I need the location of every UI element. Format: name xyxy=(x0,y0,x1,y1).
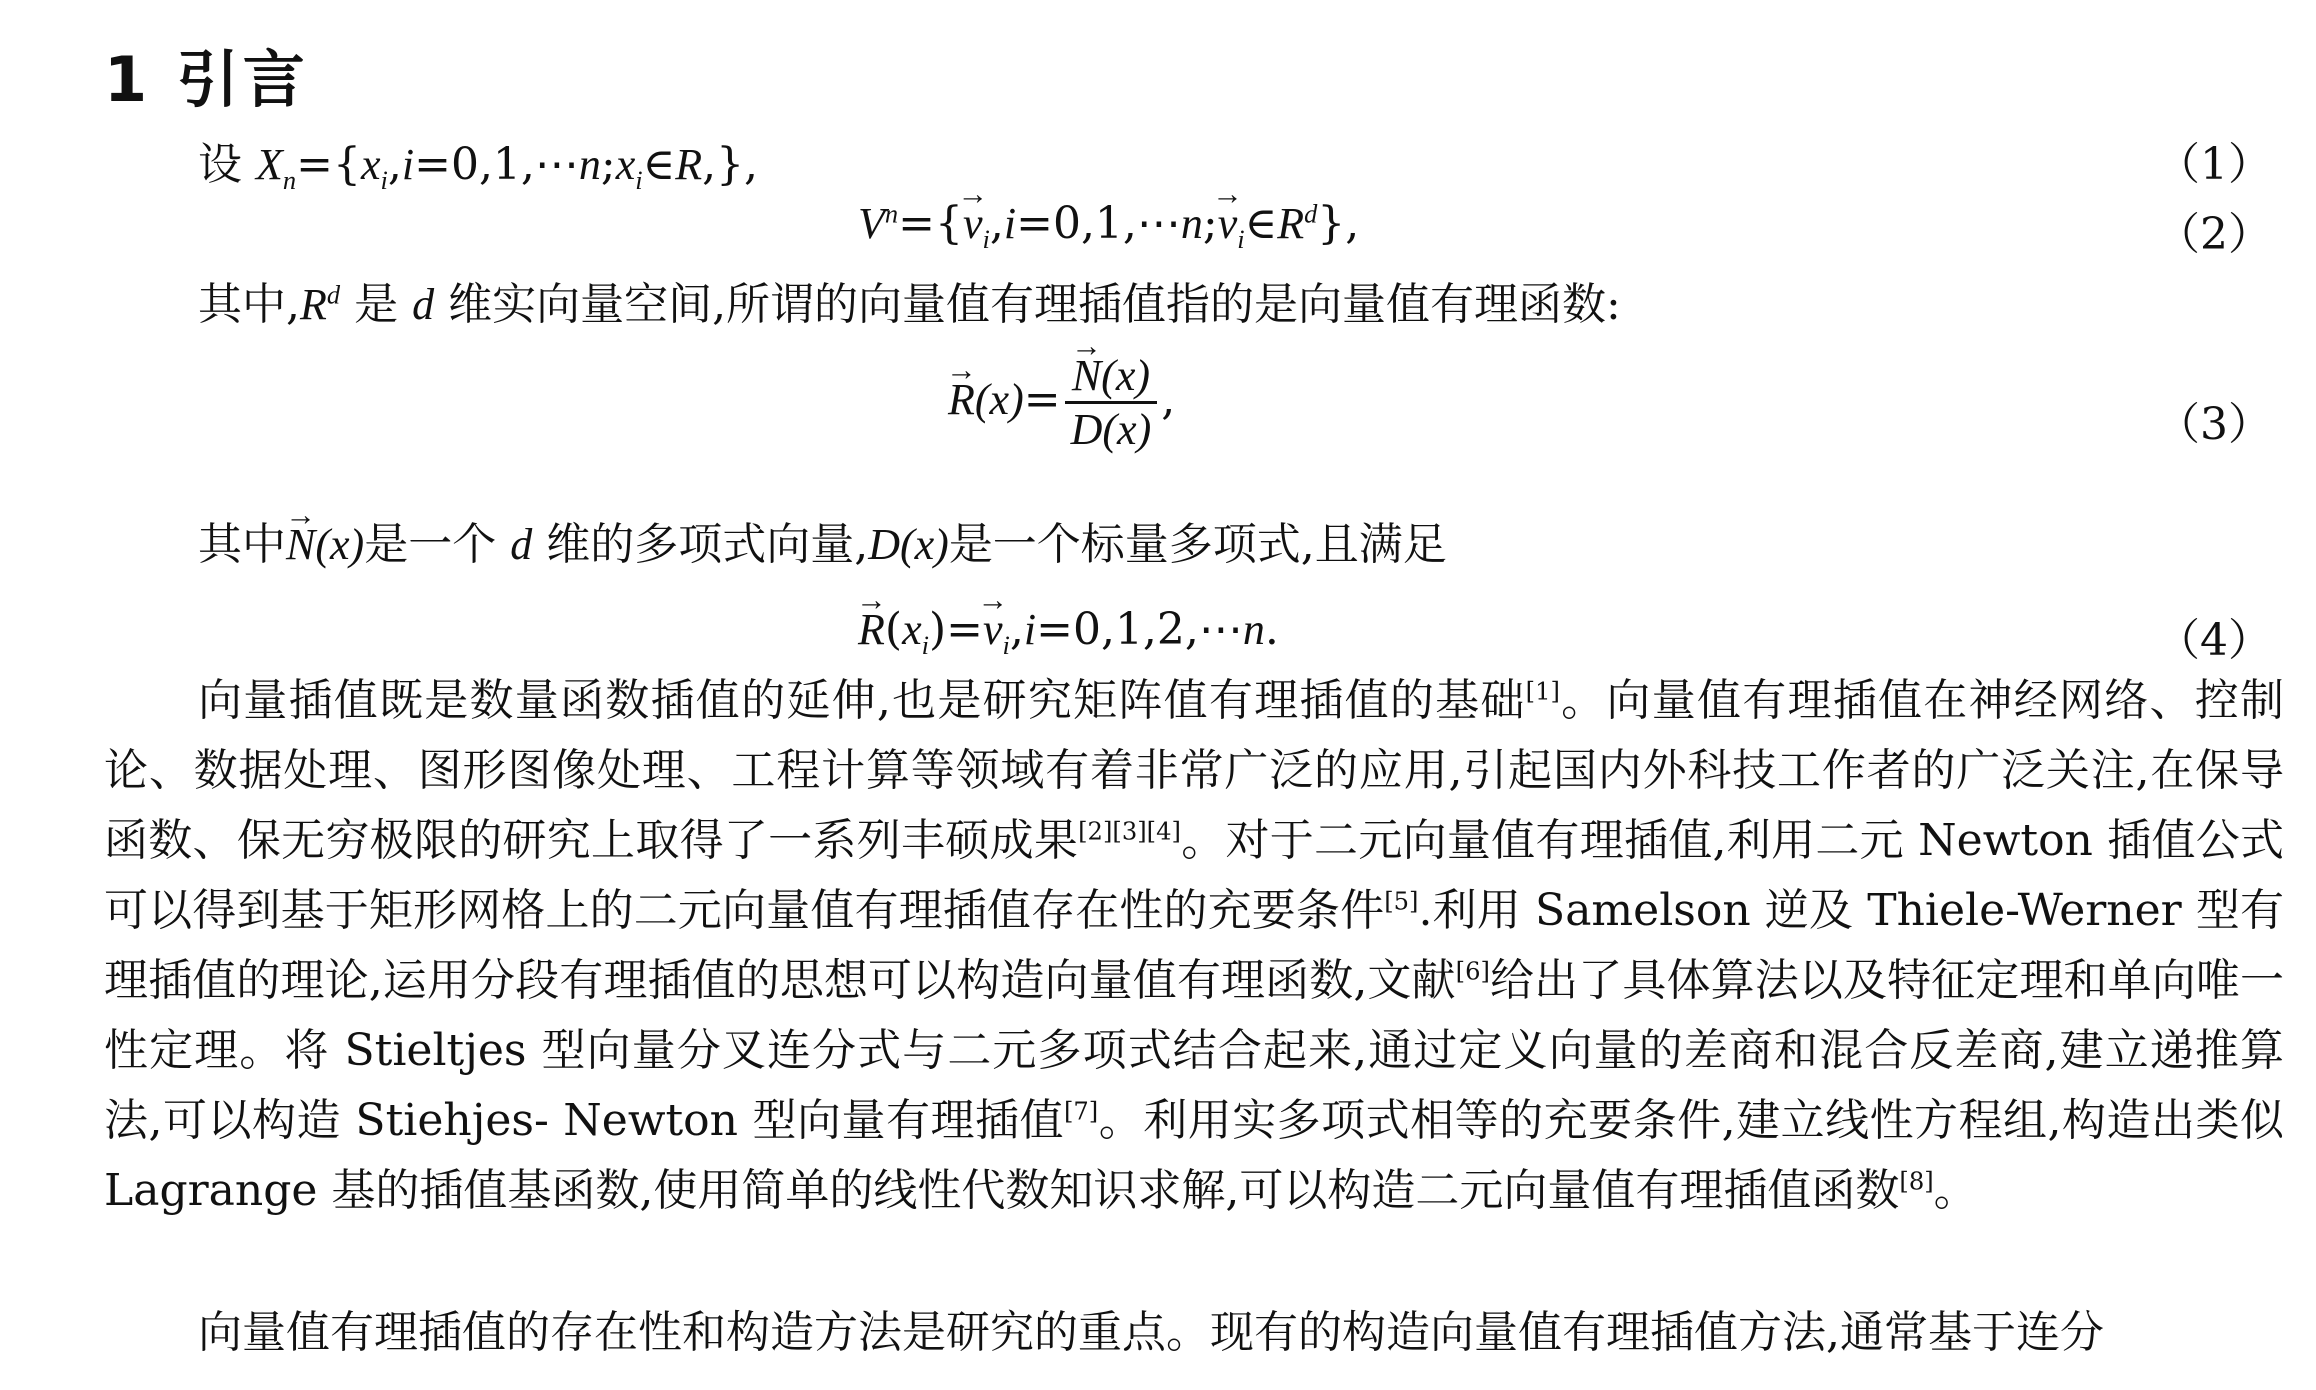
eq3-tail: , xyxy=(1161,374,1176,425)
eq1-text-c: =0,1,⋯ xyxy=(414,139,579,190)
eq1-var-r: R xyxy=(675,140,703,189)
eq4-sub-i: i xyxy=(921,629,929,660)
citation-7[interactable]: [7] xyxy=(1063,1097,1099,1126)
line3-text-2: 是 xyxy=(340,279,413,330)
citation-8[interactable]: [8] xyxy=(1899,1167,1934,1196)
eq1-prefix: 设 xyxy=(198,139,256,190)
eq2-text-e: ∈ xyxy=(1244,198,1278,249)
line3-text-1: 其中, xyxy=(198,279,300,330)
eq3-vec-r: → R xyxy=(948,374,975,425)
equation-3-body xyxy=(948,350,1175,455)
line4-arg-2: (x) xyxy=(899,520,949,569)
eq4-var-n: n xyxy=(1242,605,1265,654)
line4-var-d: d xyxy=(510,520,533,569)
line4-text-4: 是一个标量多项式,且满足 xyxy=(948,519,1447,570)
eq1-lhs: X xyxy=(256,140,283,189)
eq1-text-d: ; xyxy=(600,139,616,190)
para1-text-4: .利用 Samelson 逆及 Thiele-Werner 型有理插值的理论,运用分段有理插值的思想可以构造向量值有理函数,文献 xyxy=(104,885,2284,1006)
equation-3-number: （3） xyxy=(2156,399,2272,450)
line4-text-1: 其中 xyxy=(198,519,286,570)
eq3-den-arg: (x) xyxy=(1102,405,1152,454)
para1-text-3: 。对于二元向量值有理插值,利用二元 Newton 插值公式可以得到基于矩形网格上的二元向量值有理插值存在性的充要条件 xyxy=(104,815,2284,936)
eq1-var-x: x xyxy=(360,140,381,189)
para1-text-6: 。利用实多项式相等的充要条件,建立线性方程组,构造出类似 Lagrange 基的插值基函数,使用简单的线性代数知识求解,可以构造二元向量值有理插值函数 xyxy=(104,1095,2284,1216)
eq2-sub-i-2: i xyxy=(1237,223,1245,254)
line3-var-d: d xyxy=(412,280,435,329)
line4-arg-1: (x) xyxy=(315,520,365,569)
eq2-text-f: }, xyxy=(1317,198,1360,249)
citation-1[interactable]: [1] xyxy=(1525,677,1560,706)
eq4-paren-close: ) xyxy=(928,604,947,655)
equation-2-number: （2） xyxy=(2156,209,2272,260)
eq2-var-n: n xyxy=(1180,199,1203,248)
eq3-denominator xyxy=(1065,401,1158,455)
para1-text-5: 给出了具体算法以及特征定理和单向唯一性定理。将 Stieltjes 型向量分叉连分式与二元多项式结合起来,通过定义向量的差商和混合反差商,建立递推算法,可以构造 Stiehjes- Newton 型向量有理插值 xyxy=(104,955,2284,1146)
equation-1-body xyxy=(198,128,758,196)
equation-4-number: （4） xyxy=(2156,615,2272,666)
equation-1-number: （1） xyxy=(2156,139,2272,190)
body-paragraph-2 xyxy=(104,1298,2284,1368)
citation-2-4[interactable]: [2][3][4] xyxy=(1078,817,1181,846)
eq1-sub-i-2: i xyxy=(635,164,643,195)
eq4-var-i: i xyxy=(1023,605,1037,654)
eq3-fraction xyxy=(1065,350,1158,455)
eq1-text-a: ={ xyxy=(296,139,361,190)
eq2-sub-i: i xyxy=(982,223,990,254)
eq1-text-f: ,}, xyxy=(702,139,759,190)
text-line-4 xyxy=(198,508,1447,572)
eq4-paren-open: ( xyxy=(884,604,903,655)
eq4-text-c: . xyxy=(1264,604,1279,655)
para1-text-1: 向量插值既是数量函数插值的延伸,也是研究矩阵值有理插值的基础 xyxy=(198,675,1526,726)
eq1-var-n: n xyxy=(578,140,601,189)
eq4-sub-i-2: i xyxy=(1002,629,1010,660)
line4-text-2: 是一个 xyxy=(364,519,511,570)
eq2-sup-d: d xyxy=(1304,198,1318,229)
equation-4-body xyxy=(858,604,1279,661)
line3-text-3: 维实向量空间,所谓的向量值有理插值指的是向量值有理函数: xyxy=(434,279,1621,330)
eq2-text-d: ; xyxy=(1202,198,1218,249)
eq3-num-arg: (x) xyxy=(1101,351,1151,400)
eq2-text-b: , xyxy=(989,198,1004,249)
text-line-3 xyxy=(198,268,1621,332)
citation-5[interactable]: [5] xyxy=(1384,887,1419,916)
body-paragraph-1 xyxy=(104,666,2284,1226)
eq1-sub-i: i xyxy=(380,164,388,195)
eq2-text-c: =0,1,⋯ xyxy=(1016,198,1181,249)
eq4-text-a: , xyxy=(1009,604,1024,655)
eq2-var-i: i xyxy=(1003,199,1017,248)
eq1-text-b: , xyxy=(387,139,402,190)
eq2-lhs-sup: n xyxy=(884,198,899,229)
eq3-arg: (x) xyxy=(974,375,1024,424)
eq4-var-x: x xyxy=(902,605,922,654)
eq2-vec-v: → v xyxy=(963,198,983,249)
para1-text-7: 。 xyxy=(1933,1165,1978,1216)
eq3-var-d: D xyxy=(1070,405,1103,454)
eq4-equals: = xyxy=(946,604,983,655)
eq1-var-i: i xyxy=(401,140,415,189)
section-heading: 1 引言 xyxy=(104,43,309,116)
line3-sup-d: d xyxy=(326,279,341,310)
eq1-var-x2: x xyxy=(615,140,636,189)
citation-6[interactable]: [6] xyxy=(1455,957,1490,986)
eq3-equals: = xyxy=(1023,374,1061,425)
eq2-vec-v2: → v xyxy=(1218,198,1238,249)
eq4-vec-r: → R xyxy=(858,604,885,655)
line3-var-r: R xyxy=(300,280,327,329)
eq4-text-b: =0,1,2,⋯ xyxy=(1036,604,1243,655)
para1-text-2: 。向量值有理插值在神经网络、控制论、数据处理、图形图像处理、工程计算等领域有着非常广泛的应用,引起国内外科技工作者的广泛关注,在保导函数、保无穷极限的研究上取得了一系列丰硕成果 xyxy=(104,675,2285,866)
line4-var-capital-d: D xyxy=(868,520,900,569)
eq3-numerator xyxy=(1065,350,1158,401)
equation-2-body xyxy=(858,198,1359,255)
eq2-lhs: V xyxy=(858,199,885,248)
line4-text-3: 维的多项式向量, xyxy=(532,519,869,570)
eq3-vec-n: → N xyxy=(1072,350,1101,401)
line4-vec-n: → N xyxy=(286,519,315,570)
eq1-text-e: ∈ xyxy=(642,139,676,190)
eq1-lhs-sub: n xyxy=(282,164,297,195)
eq4-vec-v: → v xyxy=(983,604,1003,655)
para2-text-1: 向量值有理插值的存在性和构造方法是研究的重点。现有的构造向量值有理插值方法,通常基于连分 xyxy=(198,1307,2104,1358)
eq2-var-r: R xyxy=(1277,199,1305,248)
eq2-text-a: ={ xyxy=(898,198,963,249)
